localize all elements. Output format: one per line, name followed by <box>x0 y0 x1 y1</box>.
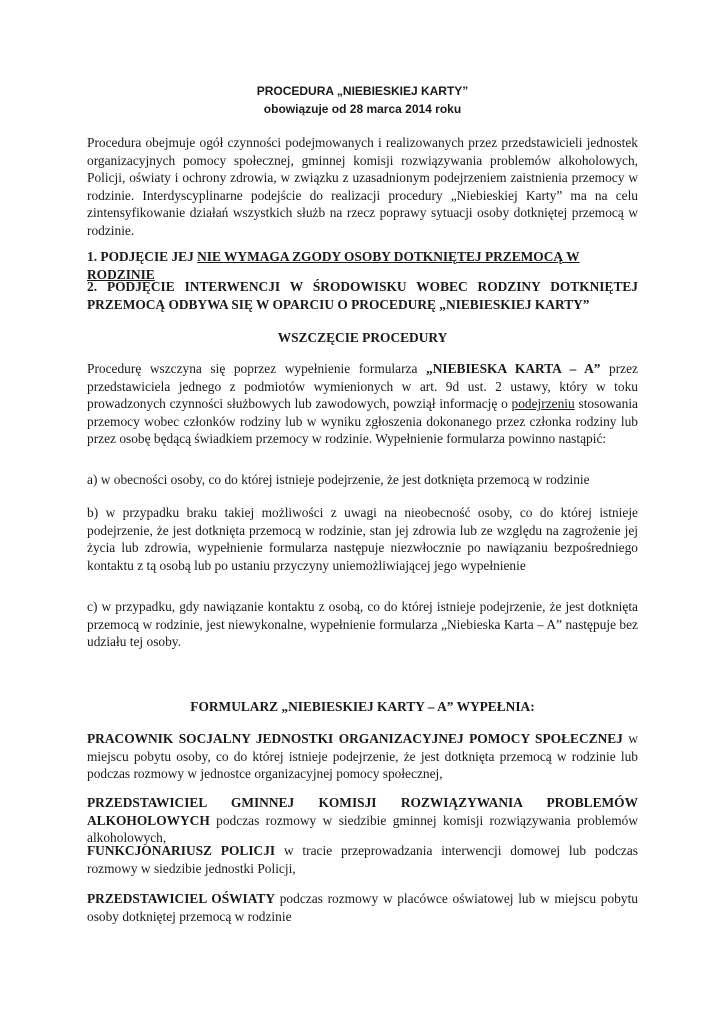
role-alcohol-commission <box>87 794 638 847</box>
role-alcohol-commission-title: PRZEDSTAWICIEL GMINNEJ KOMISJI ROZWIĄZYWANIA PROBLEMÓW ALKOHOLOWYCH <box>87 795 638 828</box>
point-2-heading: 2. PODJĘCIE INTERWENCJI W ŚRODOWISKU WOBEC RODZINY DOTKNIĘTEJ PRZEMOCĄ ODBYWA SIĘ W OPARCIU O PROCEDURĘ „NIEBIESKIEJ KARTY” <box>87 279 638 312</box>
document-subtitle: obowiązuje od 28 marca 2014 roku <box>263 102 462 116</box>
role-police-title: FUNKCJONARIUSZ POLICJI <box>87 843 276 858</box>
role-education-title: PRZEDSTAWICIEL OŚWIATY <box>87 891 276 906</box>
section-heading-start: WSZCZĘCIE PROCEDURY <box>277 330 448 345</box>
point-1-prefix: 1. PODJĘCIE JEJ <box>87 249 198 264</box>
role-education <box>87 890 638 925</box>
form-name-bold: „NIEBIESKA KARTA – A” <box>426 361 601 376</box>
role-social-worker <box>87 730 638 783</box>
role-education-text: podczas rozmowy w placówce oświatowej lub w miejscu pobytu osoby dotkniętej przemocą w rodzinie <box>87 891 638 924</box>
list-item-a: a) w obecności osoby, co do której istnieje podejrzenie, że jest dotknięta przemocą w rodzinie <box>87 472 590 487</box>
list-item-c: c) w przypadku, gdy nawiązanie kontaktu z osobą, co do której istnieje podejrzenie, że jest dotknięta przemocą w rodzinie, jest niewykonalne, wypełnienie formularza „Niebieska Karta – A” następuje bez udziału tej osoby. <box>87 599 638 650</box>
start-text-c: przez przedstawiciela jednego z podmiotów wymienionych w art. 9d ust. 2 ustawy, który w toku prowadzonych czynności służbowych lub zawodowych, powziął informację o <box>87 361 638 412</box>
suspicion-underlined: podejrzeniu <box>511 396 575 412</box>
role-police <box>87 842 638 877</box>
start-text-a: Procedurę wszczyna się poprzez wypełnienie formularza <box>87 361 426 376</box>
start-text-e: stosowania przemocy wobec członków rodziny lub w wyniku zgłoszenia dokonanego przez członka rodziny lub przez osobę będącą świadkiem przemocy w rodzinie. Wypełnienie formularza powinno nastąpić: <box>87 396 638 447</box>
role-social-worker-text: w miejscu pobytu osoby, co do której istnieje podejrzenie, że jest dotknięta przemocą w rodzinie lub podczas rozmowy w jednostce organizacyjnej pomocy społecznej, <box>87 731 638 782</box>
role-police-text: w tracie przeprowadzania interwencji domowej lub podczas rozmowy w siedzibie jednostki Policji, <box>87 843 638 876</box>
role-social-worker-title: PRACOWNIK SOCJALNY JEDNOSTKI ORGANIZACYJNEJ POMOCY SPOŁECZNEJ <box>87 731 623 746</box>
intro-paragraph: Procedura obejmuje ogół czynności podejmowanych i realizowanych przez przedstawicieli jednostek organizacyjnych pomocy społecznej, gminnej komisji rozwiązywania problemów alkoholowych, Policji, oświaty i ochrony zdrowia, w związku z uzasadnionym podejrzeniem zaistnienia przemocy w rodzinie. Interdyscyplinarne podejście do realizacji procedury „Niebieskiej Karty” ma na celu zintensyfikowanie działań wszystkich służb na rzecz poprawy sytuacji osoby dotkniętej przemocą w rodzinie. <box>87 135 638 238</box>
list-item-b: b) w przypadku braku takiej możliwości z uwagi na nieobecność osoby, co do której istnieje podejrzenie, że jest dotknięta przemocą w rodzinie, stan jej zdrowia lub ze względu na zagrożenie jej życia lub zdrowia, wypełnienie formularza następuje niezwłocznie po nawiązaniu bezpośredniego kontaktu z tą osobą lub po ustaniu przyczyny uniemożliwiającej jego wypełnienie <box>87 505 638 573</box>
point-1-underlined: NIE WYMAGA ZGODY OSOBY DOTKNIĘTEJ PRZEMOCĄ W RODZINIE <box>87 249 580 282</box>
document-title: PROCEDURA „NIEBIESKIEJ KARTY” <box>256 84 469 98</box>
role-alcohol-commission-text: podczas rozmowy w siedzibie gminnej komisji rozwiązywania problemów alkoholowych, <box>87 812 638 846</box>
start-paragraph <box>87 360 638 448</box>
section-heading-form: FORMULARZ „NIEBIESKIEJ KARTY – A” WYPEŁNIA: <box>190 699 535 714</box>
